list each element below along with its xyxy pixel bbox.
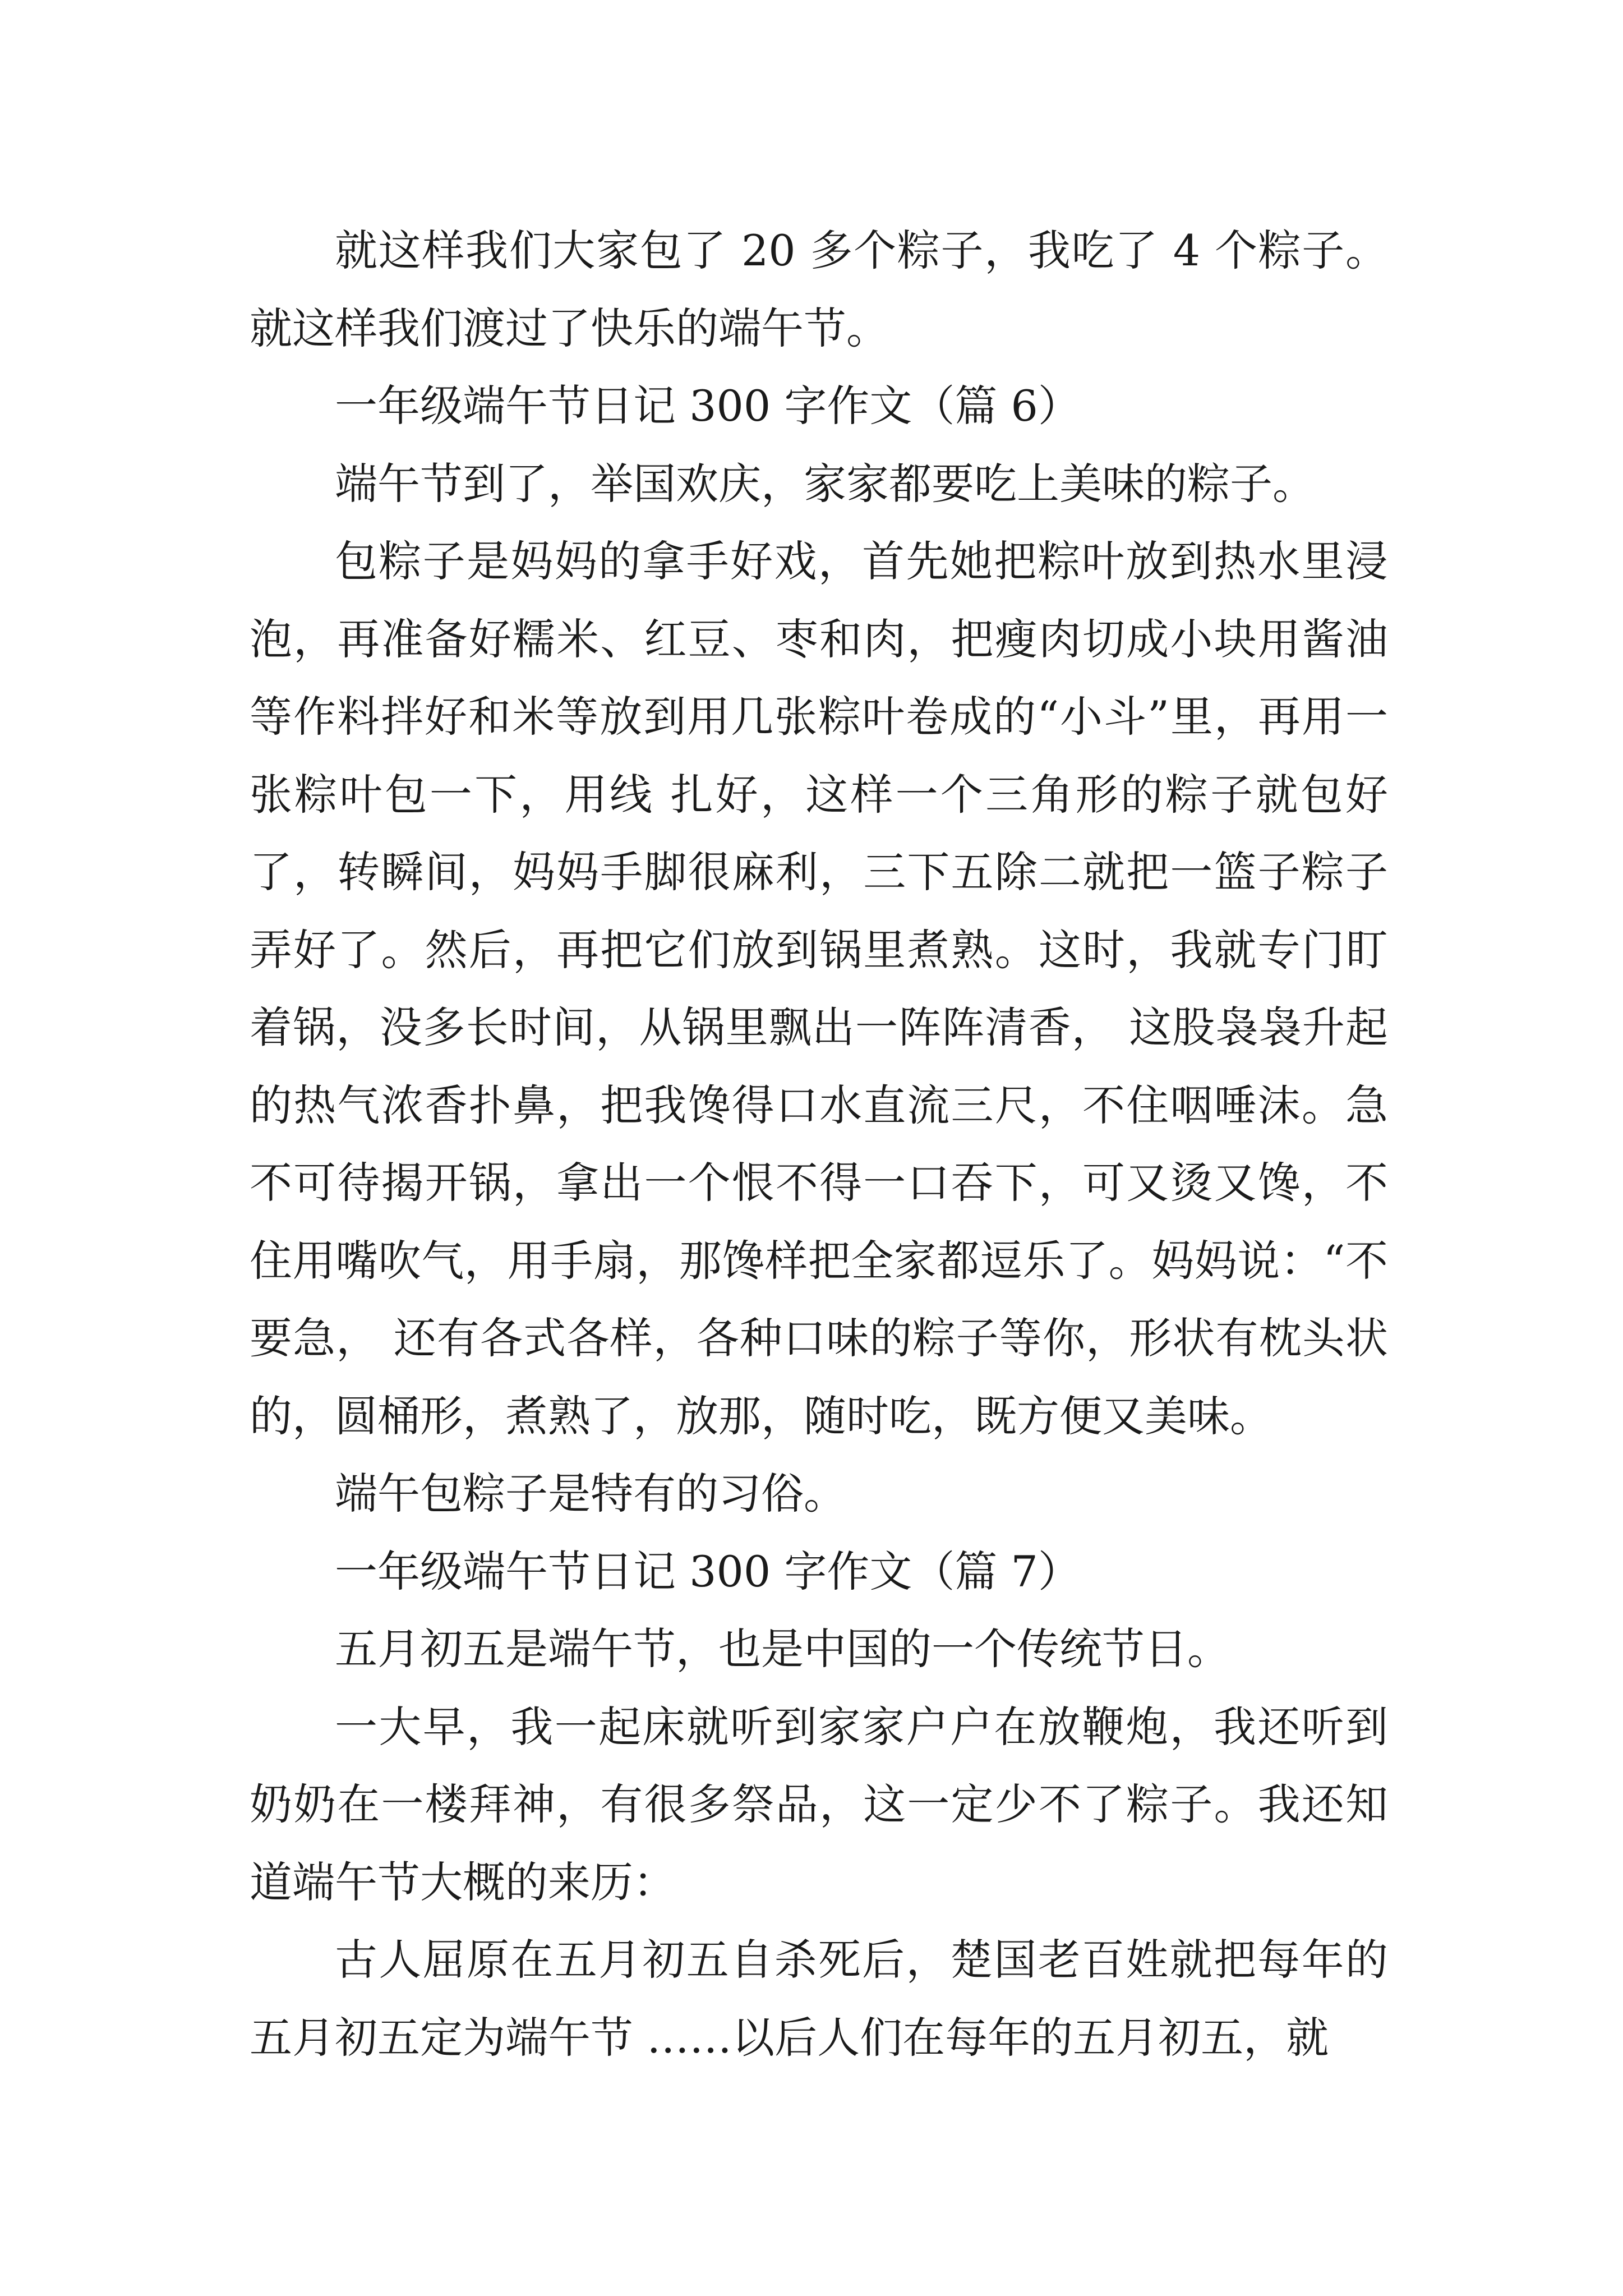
document-body (250, 212, 1388, 2077)
paragraph-festival-arrives: 端午节到了，举国欢庆，家家都要吃上美味的粽子。 (335, 458, 1315, 509)
paragraph-fifth-day: 五月初五是端午节，也是中国的一个传统节日。 (335, 1624, 1230, 1674)
paragraph-zongzi-count: 就这样我们大家包了 20 多个粽子，我吃了 4 个粽子。就这样我们渡过了快乐的端午节。 (250, 226, 1388, 353)
paragraph-making-zongzi: 包粽子是妈妈的拿手好戏，首先她把粽叶放到热水里浸泡，再准备好糯米、红豆、枣和肉，把瘦肉切成小块用酱油等作料拌好和米等放到用几张粽叶卷成的“小斗”里，再用一张粽叶包一下，用线 扎好，这样一个三角形的粽子就包好了，转瞬间，妈妈手脚很麻利，三下五除二就把一篮子粽子弄好了。然后，再把它们放到锅里煮熟。这时，我就专门盯着锅，没多长时间，从锅里飘出一阵阵清香， 这股袅袅升起的热气浓香扑鼻，把我馋得口水直流三尺，不住咽唾沫。急不可待揭开锅，拿出一个恨不得一口吞下，可又烫又馋，不住用嘴吹气，用手扇，那馋样把全家都逗乐了。妈妈说：“不要急， 还有各式各样，各种口味的粽子等你，形状有枕头状的，圆桶形，煮熟了，放那，随时吃，既方便又美味。 (250, 536, 1388, 1441)
essay-heading-7: 一年级端午节日记 300 字作文（篇 7） (335, 1546, 1081, 1596)
paragraph-custom: 端午包粽子是特有的习俗。 (335, 1469, 846, 1519)
essay-heading-6: 一年级端午节日记 300 字作文（篇 6） (335, 381, 1081, 431)
paragraph-qu-yuan: 古人屈原在五月初五自杀死后，楚国老百姓就把每年的五月初五定为端午节 ……以后人们在每年的五月初五，就 (250, 1935, 1388, 2063)
paragraph-firecrackers: 一大早，我一起床就听到家家户户在放鞭炮，我还听到奶奶在一楼拜神，有很多祭品，这一定少不了粽子。我还知道端午节大概的来历： (250, 1701, 1388, 1907)
